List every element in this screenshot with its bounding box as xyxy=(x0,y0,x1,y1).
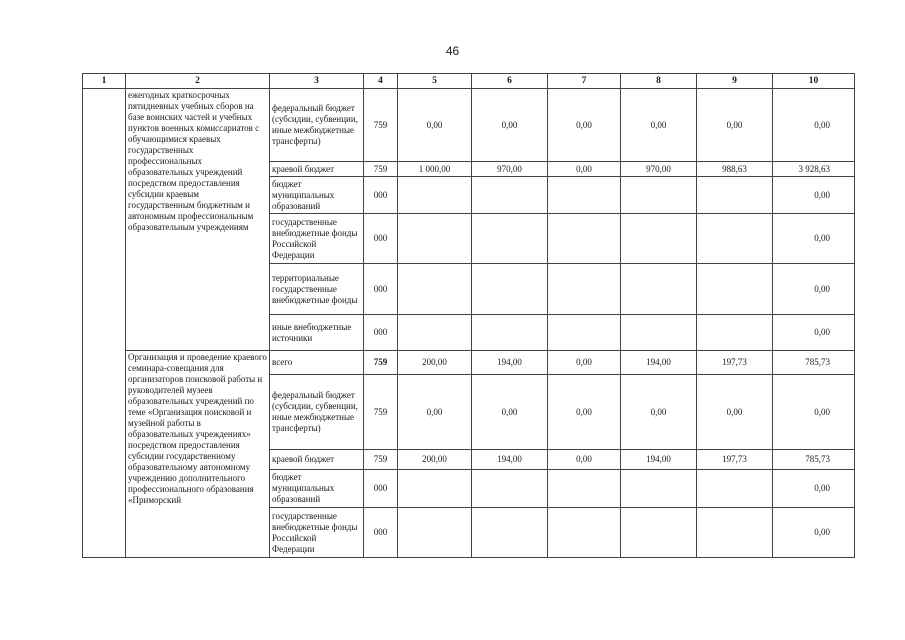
value-col8 xyxy=(621,177,697,214)
value-col10: 3 928,63 xyxy=(773,162,855,177)
funding-source: федеральный бюджет (субсидии, субвенции, иные межбюджетные трансферты) xyxy=(270,89,364,162)
budget-code: 000 xyxy=(364,315,398,351)
funding-source: краевой бюджет xyxy=(270,162,364,177)
value-col5: 0,00 xyxy=(398,89,472,162)
funding-source: бюджет муниципальных образований xyxy=(270,470,364,508)
col-header-8: 8 xyxy=(621,74,697,89)
value-col6: 970,00 xyxy=(472,162,548,177)
value-col9 xyxy=(697,214,773,264)
value-col7: 0,00 xyxy=(548,162,621,177)
value-col8: 194,00 xyxy=(621,450,697,470)
budget-code: 000 xyxy=(364,177,398,214)
value-col8 xyxy=(621,315,697,351)
value-col10: 0,00 xyxy=(773,508,855,558)
col-header-4: 4 xyxy=(364,74,398,89)
value-col9: 0,00 xyxy=(697,375,773,450)
value-col8: 0,00 xyxy=(621,375,697,450)
budget-code: 759 xyxy=(364,375,398,450)
budget-code: 759 xyxy=(364,351,398,375)
value-col7 xyxy=(548,315,621,351)
value-col6 xyxy=(472,264,548,315)
funding-source: федеральный бюджет (субсидии, субвенции, иные межбюджетные трансферты) xyxy=(270,375,364,450)
value-col9: 0,00 xyxy=(697,89,773,162)
value-col10: 0,00 xyxy=(773,214,855,264)
col-header-3: 3 xyxy=(270,74,364,89)
col-header-1: 1 xyxy=(83,74,126,89)
value-col7: 0,00 xyxy=(548,89,621,162)
value-col6: 0,00 xyxy=(472,89,548,162)
value-col10: 0,00 xyxy=(773,264,855,315)
measure-description: Организация и проведение краевого семинара-совещания для организаторов поисковой работы и руководителей музеев образовательных учреждений по теме «Организация поисковой и музейной работы в образовательных учреждениях» посредством предоставления субсидии государственному образовательному автономному учреждению дополнительного профессионального образования «Приморский xyxy=(126,351,270,558)
value-col7: 0,00 xyxy=(548,351,621,375)
value-col7: 0,00 xyxy=(548,375,621,450)
value-col6 xyxy=(472,214,548,264)
value-col8 xyxy=(621,470,697,508)
row-number-cell xyxy=(83,89,126,558)
funding-source: территориальные государственные внебюджетные фонды xyxy=(270,264,364,315)
value-col6 xyxy=(472,177,548,214)
value-col8: 970,00 xyxy=(621,162,697,177)
col-header-6: 6 xyxy=(472,74,548,89)
table-row xyxy=(83,89,855,162)
value-col5 xyxy=(398,315,472,351)
funding-source: государственные внебюджетные фонды Российской Федерации xyxy=(270,508,364,558)
value-col9 xyxy=(697,508,773,558)
funding-source: бюджет муниципальных образований xyxy=(270,177,364,214)
funding-source: государственные внебюджетные фонды Российской Федерации xyxy=(270,214,364,264)
value-col7 xyxy=(548,214,621,264)
table-row xyxy=(83,351,855,375)
budget-table xyxy=(82,73,855,558)
value-col8: 194,00 xyxy=(621,351,697,375)
budget-code: 759 xyxy=(364,162,398,177)
value-col5 xyxy=(398,508,472,558)
value-col5 xyxy=(398,470,472,508)
value-col9: 988,63 xyxy=(697,162,773,177)
value-col6 xyxy=(472,315,548,351)
value-col9 xyxy=(697,315,773,351)
value-col10: 0,00 xyxy=(773,375,855,450)
value-col8: 0,00 xyxy=(621,89,697,162)
value-col5 xyxy=(398,214,472,264)
value-col9 xyxy=(697,264,773,315)
budget-code: 000 xyxy=(364,508,398,558)
value-col10: 785,73 xyxy=(773,450,855,470)
value-col10: 0,00 xyxy=(773,177,855,214)
value-col9 xyxy=(697,177,773,214)
page-number: 46 xyxy=(445,44,460,58)
col-header-2: 2 xyxy=(126,74,270,89)
value-col5 xyxy=(398,177,472,214)
value-col10: 0,00 xyxy=(773,89,855,162)
value-col7 xyxy=(548,177,621,214)
value-col5: 0,00 xyxy=(398,375,472,450)
funding-source: краевой бюджет xyxy=(270,450,364,470)
col-header-10: 10 xyxy=(773,74,855,89)
value-col7 xyxy=(548,264,621,315)
value-col10: 0,00 xyxy=(773,470,855,508)
value-col8 xyxy=(621,264,697,315)
value-col10: 785,73 xyxy=(773,351,855,375)
value-col6: 194,00 xyxy=(472,450,548,470)
value-col5: 1 000,00 xyxy=(398,162,472,177)
measure-description: ежегодных краткосрочных пятидневных учебных сборов на базе воинских частей и учебных пунктов военных комиссариатов с обучающимися краевых государственных профессиональных образовательных учреждений посредством предоставления субсидии краевым государственным бюджетным и автономным профессиональным образовательным учреждениям xyxy=(126,89,270,351)
value-col7: 0,00 xyxy=(548,450,621,470)
value-col8 xyxy=(621,214,697,264)
budget-code: 759 xyxy=(364,89,398,162)
col-header-9: 9 xyxy=(697,74,773,89)
value-col5: 200,00 xyxy=(398,351,472,375)
value-col5 xyxy=(398,264,472,315)
budget-code: 000 xyxy=(364,214,398,264)
value-col6: 0,00 xyxy=(472,375,548,450)
value-col7 xyxy=(548,470,621,508)
value-col7 xyxy=(548,508,621,558)
budget-code: 000 xyxy=(364,470,398,508)
value-col6 xyxy=(472,470,548,508)
header-row xyxy=(83,74,855,89)
value-col9 xyxy=(697,470,773,508)
funding-source: иные внебюджетные источники xyxy=(270,315,364,351)
value-col6 xyxy=(472,508,548,558)
value-col6: 194,00 xyxy=(472,351,548,375)
budget-code: 759 xyxy=(364,450,398,470)
budget-code: 000 xyxy=(364,264,398,315)
value-col9: 197,73 xyxy=(697,351,773,375)
value-col9: 197,73 xyxy=(697,450,773,470)
col-header-5: 5 xyxy=(398,74,472,89)
value-col10: 0,00 xyxy=(773,315,855,351)
value-col5: 200,00 xyxy=(398,450,472,470)
funding-source: всего xyxy=(270,351,364,375)
col-header-7: 7 xyxy=(548,74,621,89)
value-col8 xyxy=(621,508,697,558)
